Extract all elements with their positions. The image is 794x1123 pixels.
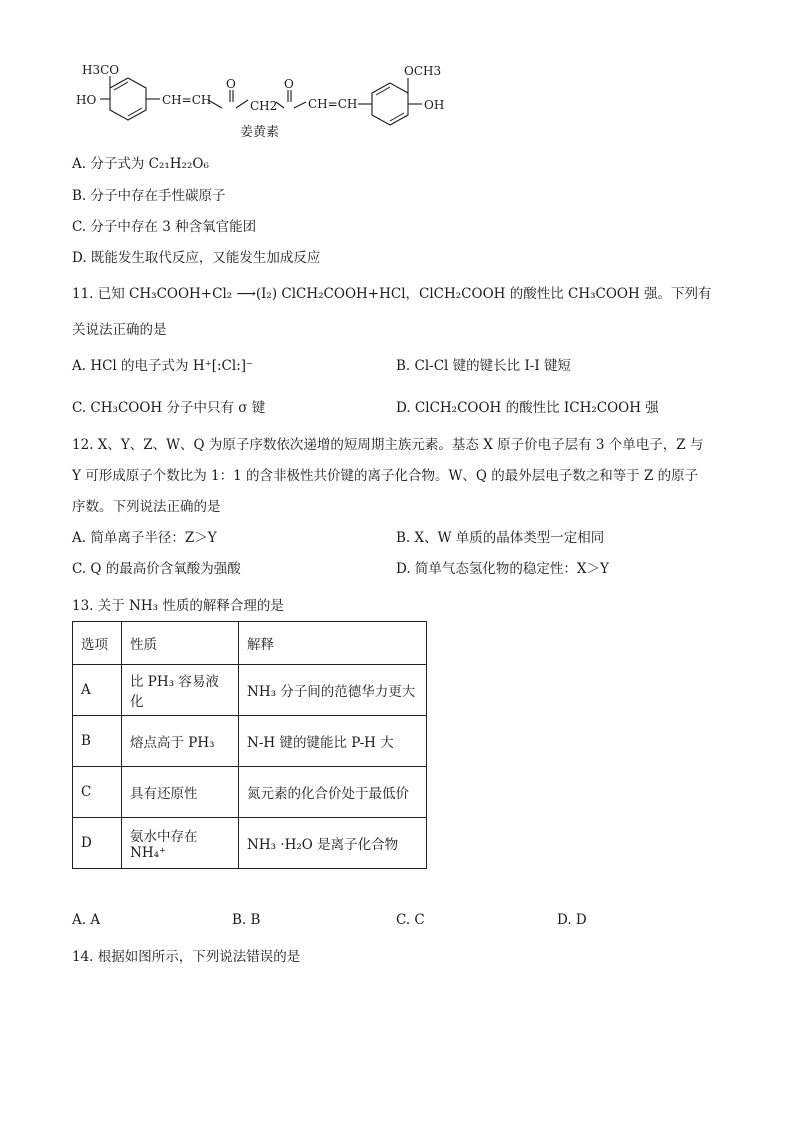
left-methoxy-label: H3CO — [82, 63, 120, 77]
table-header-row — [73, 622, 427, 665]
table-cell: NH₃ ·H₂O 是离子化合物 — [239, 818, 427, 869]
carbonyl-o-1: O — [226, 77, 236, 91]
table-cell: A — [73, 665, 122, 716]
q13-option-d: D. D — [557, 912, 587, 928]
molecule-caption: 姜黄素 — [240, 125, 280, 140]
q12-option-b: B. X、W 单质的晶体类型一定相同 — [396, 530, 605, 546]
q13-option-b: B. B — [232, 912, 261, 928]
q12-option-c: C. Q 的最高价含氧酸为强酸 — [72, 561, 241, 577]
table-cell: 氮元素的化合价处于最低价 — [239, 767, 427, 818]
table-header-cell: 解释 — [239, 622, 427, 665]
table-row — [73, 716, 427, 767]
q11-option-d: D. ClCH₂COOH 的酸性比 ICH₂COOH 强 — [396, 400, 659, 416]
q13-option-c: C. C — [396, 912, 425, 928]
q10-option-d: D. 既能发生取代反应，又能发生加成反应 — [72, 250, 321, 266]
q12-stem-line1: 12. X、Y、Z、W、Q 为原子序数依次递增的短周期主族元素。基态 X 原子价电子层有 3 个单电子，Z 与 — [72, 437, 704, 453]
q10-option-a: A. 分子式为 C₂₁H₂₂O₆ — [72, 156, 209, 172]
table-cell: N-H 键的键能比 P-H 大 — [239, 716, 427, 767]
right-chain-label: CH=CH — [308, 97, 358, 111]
ch2-label: CH2 — [250, 99, 278, 113]
curcumin-structure — [70, 58, 460, 143]
q12-option-a: A. 简单离子半径：Z＞Y — [72, 530, 217, 546]
table-cell: 具有还原性 — [122, 767, 239, 818]
q11-stem-line1: 11. 已知 CH₃COOH+Cl₂ ⟶(I₂) ClCH₂COOH+HCl，ClCH₂COOH 的酸性比 CH₃COOH 强。下列有 — [72, 286, 712, 302]
q13-option-a: A. A — [72, 912, 101, 928]
carbonyl-o-2: O — [284, 77, 294, 91]
q11-option-a: A. HCl 的电子式为 H⁺[:Cl:]⁻ — [72, 358, 254, 374]
q13-table — [72, 621, 427, 869]
q10-option-b: B. 分子中存在手性碳原子 — [72, 188, 226, 204]
q10-option-c: C. 分子中存在 3 种含氧官能团 — [72, 219, 257, 235]
table-cell: 比 PH₃ 容易液化 — [122, 665, 239, 716]
q11-option-c: C. CH₃COOH 分子中只有 σ 键 — [72, 400, 266, 416]
q14-stem: 14. 根据如图所示，下列说法错误的是 — [72, 949, 301, 965]
q12-stem-line3: 序数。下列说法正确的是 — [72, 499, 221, 515]
left-hydroxy-label: HO — [76, 93, 97, 107]
table-cell: D — [73, 818, 122, 869]
table-row — [73, 767, 427, 818]
q11-option-b: B. Cl-Cl 键的键长比 I-I 键短 — [396, 358, 571, 374]
table-cell: B — [73, 716, 122, 767]
table-row — [73, 665, 427, 716]
right-methoxy-label: OCH3 — [404, 64, 442, 78]
table-cell: NH₃ 分子间的范德华力更大 — [239, 665, 427, 716]
table-header-cell: 选项 — [73, 622, 122, 665]
left-chain-label: CH=CH — [162, 93, 212, 107]
q13-stem: 13. 关于 NH₃ 性质的解释合理的是 — [72, 598, 284, 614]
table-cell: C — [73, 767, 122, 818]
right-hydroxy-label: OH — [424, 98, 445, 112]
table-row — [73, 818, 427, 869]
q12-stem-line2: Y 可形成原子个数比为 1：1 的含非极性共价键的离子化合物。W、Q 的最外层电子数之和等于 Z 的原子 — [72, 468, 699, 484]
table-cell: 熔点高于 PH₃ — [122, 716, 239, 767]
q11-stem-line2: 关说法正确的是 — [72, 322, 167, 338]
q12-option-d: D. 简单气态氢化物的稳定性：X＞Y — [396, 561, 609, 577]
table-cell: 氨水中存在 NH₄⁺ — [122, 818, 239, 869]
table-header-cell: 性质 — [122, 622, 239, 665]
